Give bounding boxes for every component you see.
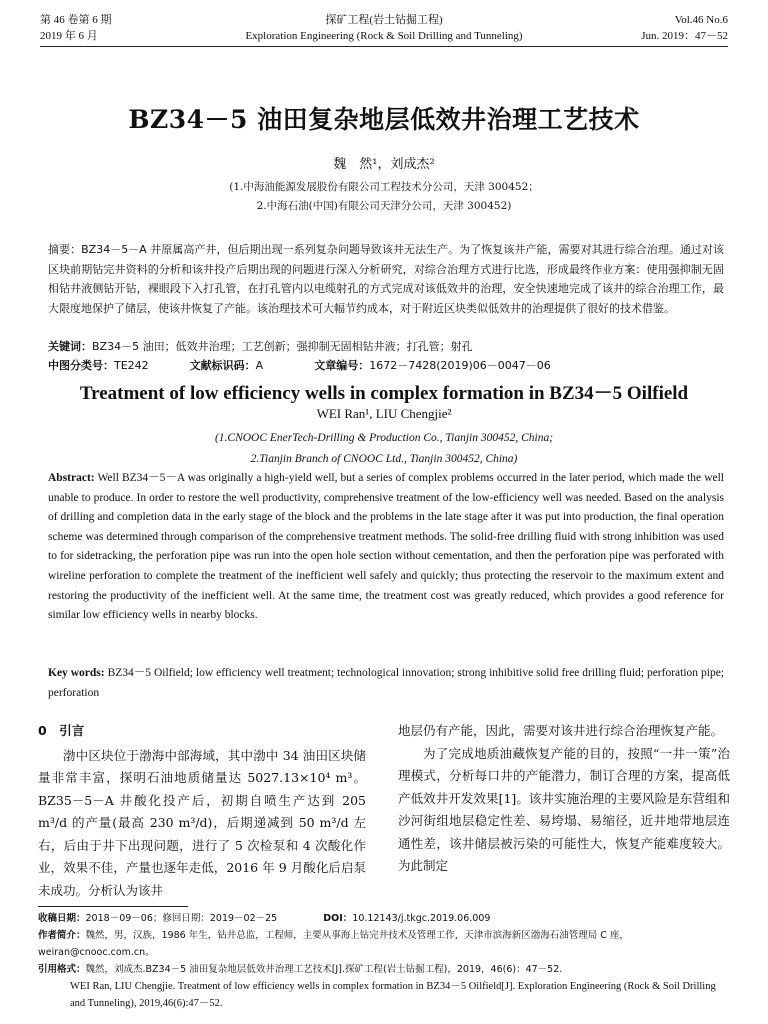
intro-paragraph-2: 为了完成地质油藏恢复产能的目的，按照“一井一策”治理模式，分析每口井的产能潜力，制订合理的方案，提高低产低效井开发效果[1]。该井实施治理的主要风险是东营组和沙河街组地层稳定性差、易垮塌、易缩径，近井地带地层连通性差，该井储层被污染的可能性大，恢复产能难度较大。为此制定 bbox=[398, 745, 730, 873]
doi-value: 10.12143/j.tkgc.2019.06.009 bbox=[352, 913, 491, 924]
doi-label: DOI： bbox=[323, 913, 353, 924]
citation-cn: 魏然，刘成杰.BZ34－5 油田复杂地层低效井治理工艺技术[J].探矿工程(岩土钻掘工程)，2019，46(6)：47－52. bbox=[85, 964, 563, 975]
keywords-cn-text: BZ34－5 油田；低效井治理；工艺创新；强抑制无固相钻井液；打孔管；射孔 bbox=[92, 340, 473, 353]
author-bio-text: 魏然，男，汉族，1986 年生，钻井总监，工程师，主要从事海上钻完井技术及管理工作，天津市滨海新区渤海石油管理局 C 座，weiran@cnooc.com.cn。 bbox=[38, 930, 629, 958]
journal-name-cn: 探矿工程(岩土钻掘工程) bbox=[325, 14, 443, 26]
volume-issue-en: Vol.46 No.6 bbox=[674, 14, 728, 26]
footnotes bbox=[38, 910, 728, 1012]
abstract-cn-text: BZ34－5－A 井原属高产井，但后期出现一系列复杂问题导致该井无法生产。为了恢复该井产能，需要对其进行综合治理。通过对该区块前期钻完井资料的分析和该井投产后期出现的问题进行深入分析研究，对综合治理方式进行比选，形成最终作业方案：使用强抑制无固相钻井液侧钻开钻，裸眼段下入打孔管，在打孔管内以电缆射孔的方式完成对该低效井的治理，安全快速地完成了该井的综合治理工作，最大限度地保护了储层，使该井恢复了产能。该治理技术可大幅节约成本，对于附近区块类似低效井的治理提供了很好的技术借鉴。 bbox=[48, 243, 724, 315]
abstract-en-label: Abstract: bbox=[48, 472, 95, 484]
affiliation-cn-2: 2.中海石油(中国)有限公司天津分公司，天津 300452) bbox=[256, 200, 512, 212]
article-number-value: 1672－7428(2019)06－0047－06 bbox=[369, 359, 551, 372]
affiliation-cn-1: (1.中海油能源发展股份有限公司工程技术分公司，天津 300452； bbox=[229, 181, 539, 193]
doc-code-value: A bbox=[255, 359, 264, 372]
affiliation-en-2: 2.Tianjin Branch of CNOOC Ltd., Tianjin 300452, China) bbox=[250, 453, 518, 465]
footnote-divider bbox=[38, 906, 188, 907]
date-pages-en: Jun. 2019：47－52 bbox=[641, 30, 728, 42]
author-bio bbox=[38, 927, 728, 961]
intro-paragraph-1-continued: 地层仍有产能，因此，需要对该井进行综合治理恢复产能。 bbox=[398, 723, 724, 738]
citation-en: WEI Ran, LIU Chengjie. Treatment of low efficiency wells in complex formation in BZ34－5 Oilfield[J]. Exploration Engineering (Rock & Soil Drilling and Tunneling), 2019,46(6):47－52. bbox=[70, 981, 716, 1009]
date-cn: 2019 年 6 月 bbox=[40, 30, 98, 42]
volume-issue-cn: 第 46 卷第 6 期 bbox=[40, 14, 112, 26]
abstract-en-text: Well BZ34－5－A was originally a high-yield well, but a series of complex problems occurred in the later period, which made the well unable to produce. In order to restore the well productivity, comprehensive treatment of the low-efficiency well was needed. Based on the analysis of drilling and completion data in the early stage of the block and the problems in the late stage after it was put into production, the final operation scheme was determined through comparison of the comprehensive treatment methods. The solid-free drilling fluid with strong inhibition was used to for sidetracking, the perforation pipe was run into the open hole section without cementation, and then the perforation pipe was perforated with wireline perforation to complete the treatment of the inefficient well safely and quickly; thus protecting the reservoir to the maximum extent and restoring the productivity of the inefficient well. At the same time, the treatment cost was greatly reduced, which provides a good reference for similar low efficiency wells in nearby blocks. bbox=[48, 472, 724, 622]
received-dates bbox=[38, 910, 728, 927]
clc-value: TE242 bbox=[114, 359, 149, 372]
journal-name bbox=[40, 12, 728, 44]
affiliations-en bbox=[0, 428, 768, 470]
paper-title-cn: BZ34－5 油田复杂地层低效井治理工艺技术 bbox=[128, 105, 640, 134]
keywords-en-text: BZ34－5 Oilfield; low efficiency well treatment; technological innovation; strong inhibitive solid free drilling fluid; perforation pipe; perforation bbox=[48, 667, 724, 699]
paper-title-en: Treatment of low efficiency wells in complex formation in BZ34－5 Oilfield bbox=[79, 383, 689, 404]
abstract-cn bbox=[48, 240, 724, 318]
body-column-right bbox=[398, 720, 730, 878]
authors-en: WEI Ran¹, LIU Chengjie² bbox=[316, 406, 452, 421]
keywords-cn-label: 关键词： bbox=[48, 340, 92, 353]
abstract-en bbox=[48, 469, 724, 626]
doc-code-label: 文献标识码： bbox=[189, 359, 256, 372]
affiliation-en-1: (1.CNOOC EnerTech-Drilling & Production Co., Tianjin 300452, China; bbox=[214, 432, 554, 444]
keywords-en bbox=[48, 664, 724, 703]
article-number-label: 文章编号： bbox=[314, 359, 370, 372]
journal-name-en: Exploration Engineering (Rock & Soil Drilling and Tunneling) bbox=[245, 30, 523, 42]
keywords-cn bbox=[48, 338, 724, 356]
classification-line bbox=[48, 357, 724, 375]
authors-cn: 魏 然¹，刘成杰² bbox=[333, 157, 435, 172]
body-column-left bbox=[38, 720, 366, 902]
citation-label: 引用格式： bbox=[38, 964, 86, 975]
citation-format bbox=[38, 961, 728, 978]
section-heading-introduction: 0 引言 bbox=[38, 723, 85, 738]
author-bio-label: 作者简介： bbox=[38, 930, 86, 941]
received-label: 收稿日期： bbox=[38, 913, 86, 924]
running-header bbox=[40, 10, 728, 47]
clc-label: 中图分类号： bbox=[48, 359, 114, 372]
received-value: 2018－09－06；修回日期：2019－02－25 bbox=[85, 913, 278, 924]
abstract-cn-label: 摘要： bbox=[48, 243, 82, 256]
affiliations-cn bbox=[0, 178, 768, 216]
journal-volume bbox=[641, 12, 728, 44]
intro-paragraph-1: 渤中区块位于渤海中部海域，其中渤中 34 油田区块储量非常丰富，探明石油地质储量达 5027.13×10⁴ m³。BZ35－5－A 井酸化投产后，初期自喷生产达到 205 m³/d 的产量(最高 230 m³/d)，后期递减到 50 m³/d 左右，后由于井下出现问题，进行了 5 次检泵和 4 次酸化作业，效果不佳，产量也逐年走低，2016 年 9 月酸化后启泵未成功。分析认为该井 bbox=[38, 747, 366, 898]
keywords-en-label: Key words: bbox=[48, 667, 105, 679]
